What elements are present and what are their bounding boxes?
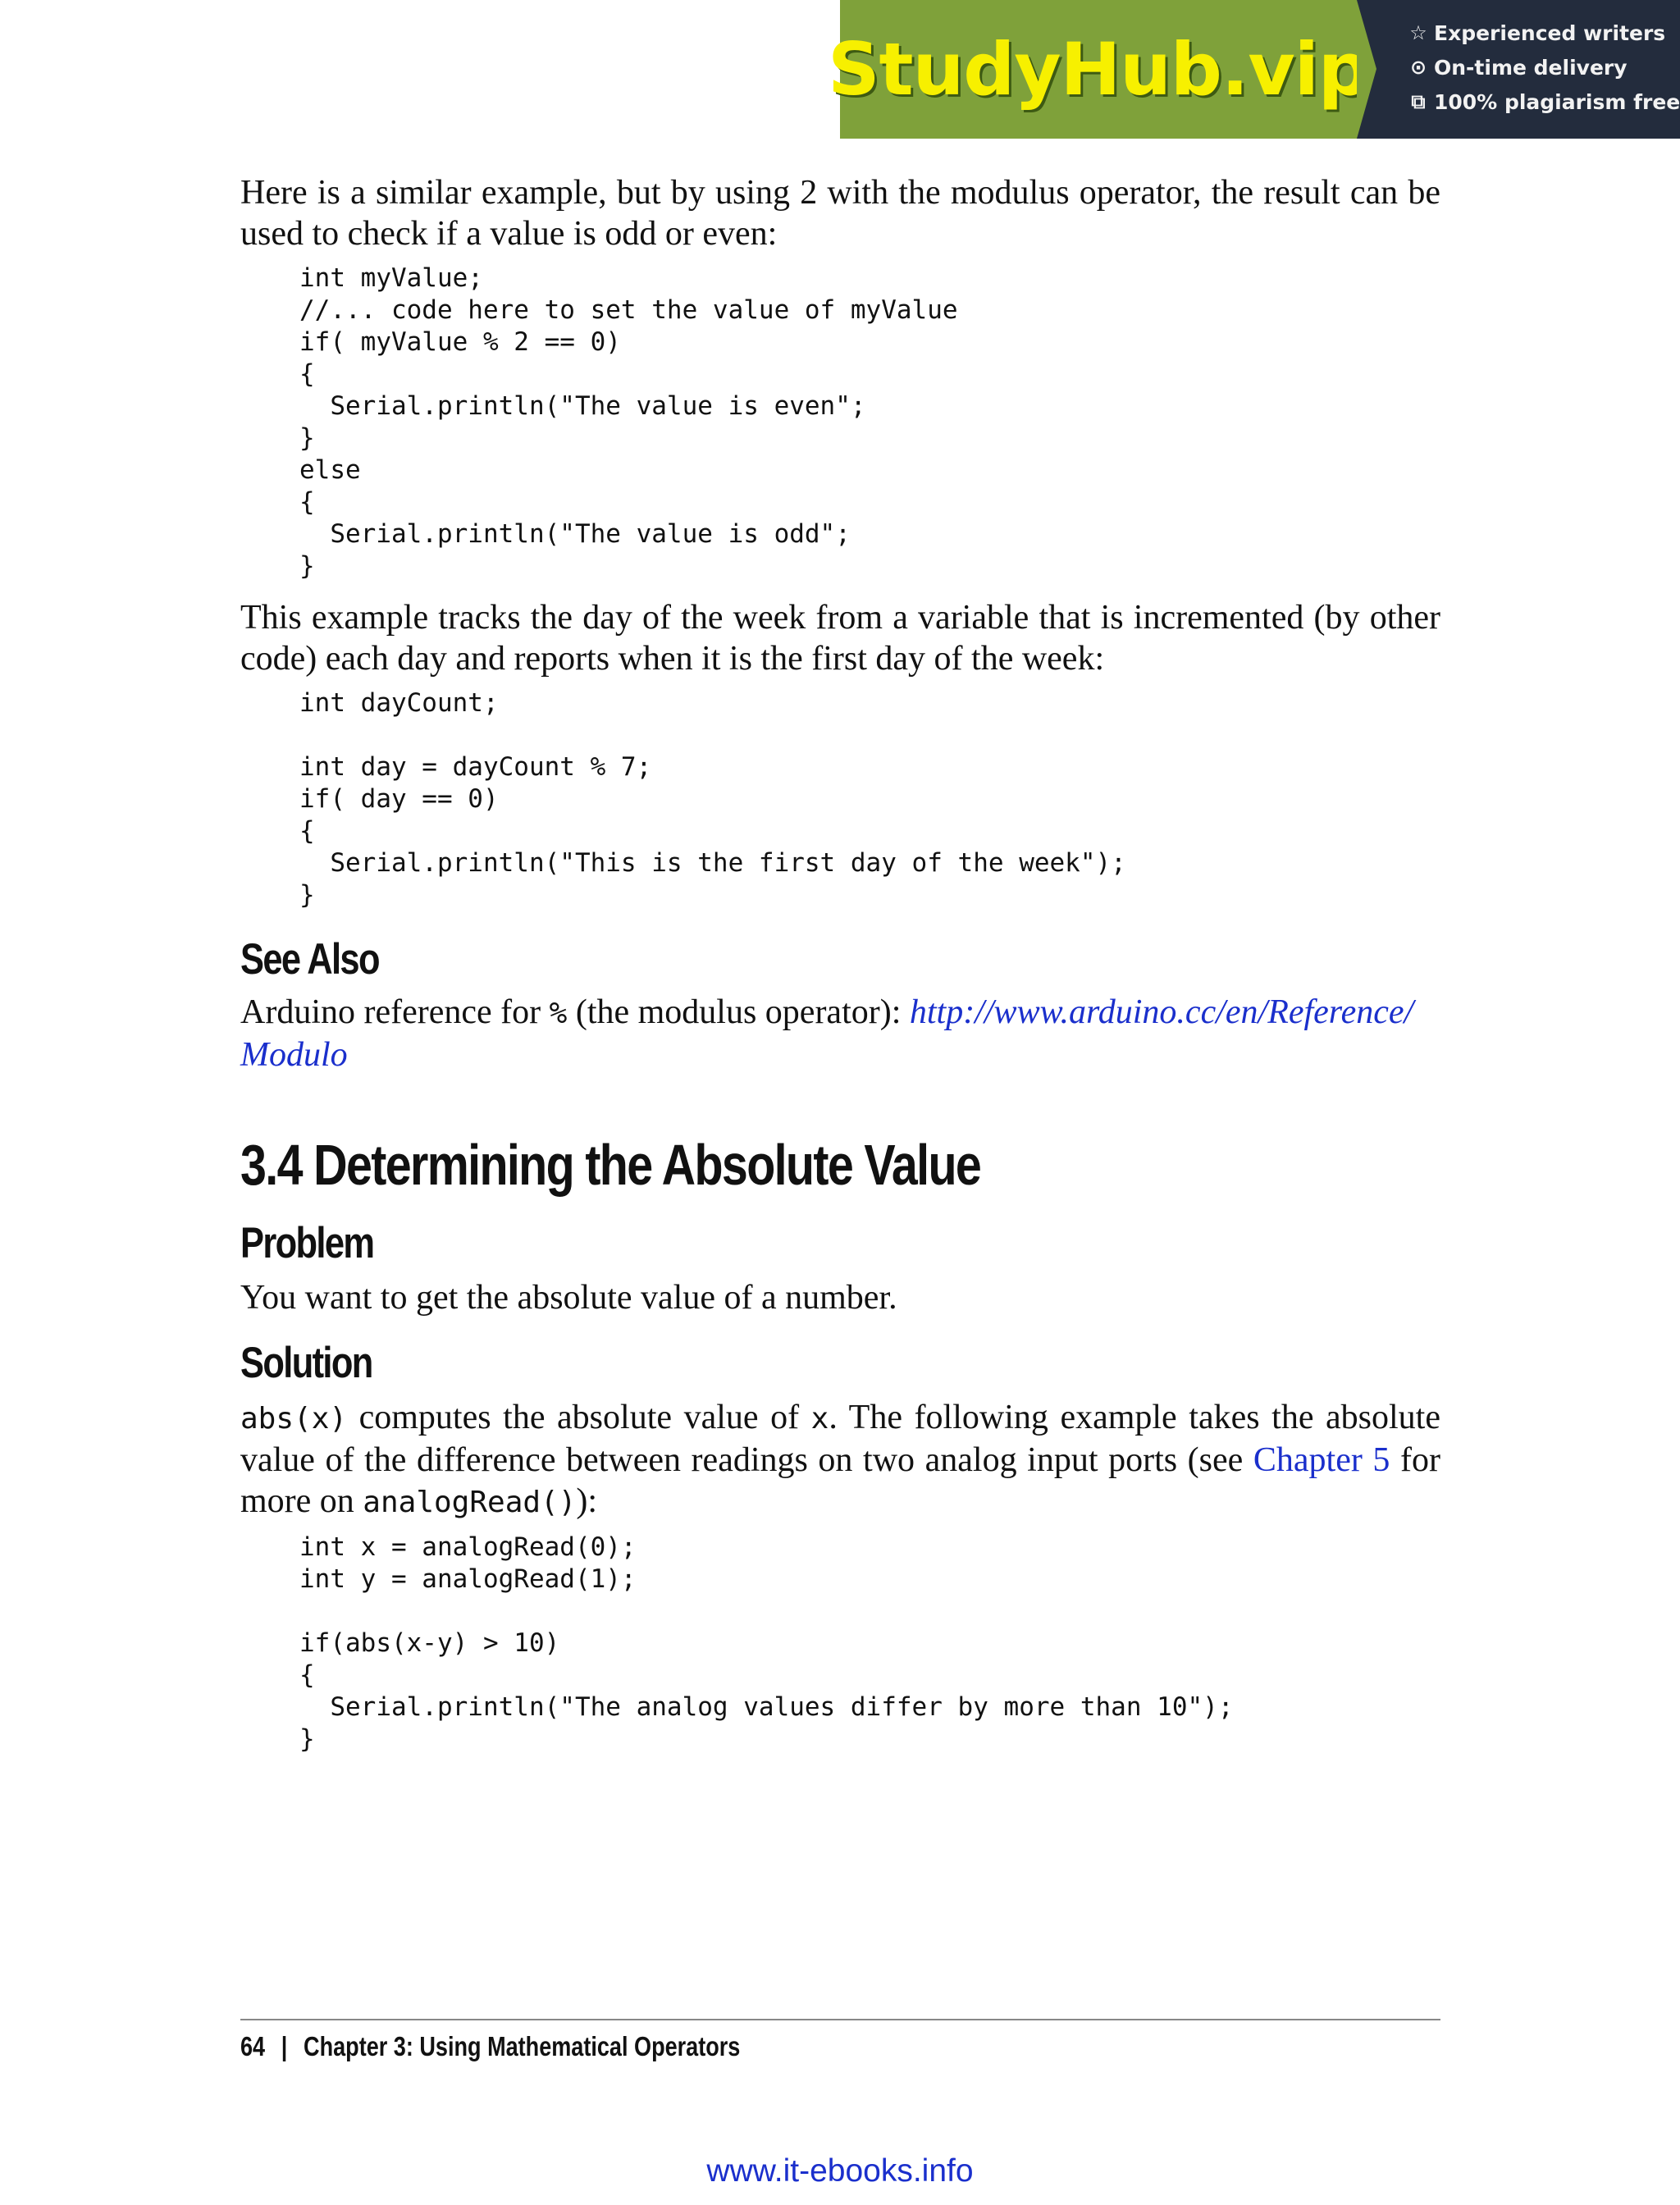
brand-name: StudyHub.vip xyxy=(828,27,1369,112)
feature-label: 100% plagiarism free xyxy=(1434,89,1680,114)
chapter-title: Chapter 3: Using Mathematical Operators xyxy=(304,2031,741,2061)
source-watermark-link[interactable]: www.it-ebooks.info xyxy=(706,2153,974,2189)
solution-text: ): xyxy=(576,1482,598,1520)
studyhub-banner[interactable] xyxy=(828,0,1680,139)
page-number: 64 xyxy=(240,2031,266,2061)
feature-item xyxy=(1408,89,1680,115)
problem-heading: Problem xyxy=(240,1219,374,1267)
modulo-reference-link[interactable]: http://www.arduino.cc/en/Reference/Modulo xyxy=(240,993,1414,1074)
code-block-day-count: int dayCount; int day = dayCount % 7; if( day == 0) { Serial.println("This is the first day of the week"); } xyxy=(299,688,1126,910)
solution-text: . The following example takes the absolute value of the difference between readings on two analog input ports (see xyxy=(240,1399,1440,1479)
feature-list xyxy=(1357,0,1680,139)
brand-logo[interactable] xyxy=(828,0,1369,139)
analogread-code: analogRead() xyxy=(363,1486,577,1519)
section-title: 3.4 Determining the Absolute Value xyxy=(240,1133,981,1197)
star-icon: ☆ xyxy=(1409,21,1427,44)
x-code: x xyxy=(810,1402,829,1436)
page-content xyxy=(240,172,1440,1755)
chapter-5-link[interactable]: Chapter 5 xyxy=(1253,1441,1390,1479)
see-also-text: (the modulus operator): xyxy=(567,993,910,1031)
clock-icon: ⊙ xyxy=(1409,56,1427,79)
feature-item xyxy=(1408,54,1680,80)
feature-label: Experienced writers xyxy=(1434,21,1666,45)
abs-code: abs(x) xyxy=(240,1402,348,1436)
feature-label: On-time delivery xyxy=(1434,55,1628,80)
feature-item xyxy=(1408,20,1680,46)
solution-text: for more on xyxy=(240,1441,1441,1520)
solution-paragraph xyxy=(240,1397,1440,1523)
see-also-heading: See Also xyxy=(240,935,379,984)
problem-text: You want to get the absolute value of a number. xyxy=(240,1279,897,1317)
day-of-week-paragraph: This example tracks the day of the week from a variable that is incremented (by other code) each day and reports when it is the first day of the week: xyxy=(240,599,1440,678)
solution-heading: Solution xyxy=(240,1339,372,1387)
see-also-paragraph xyxy=(240,992,1440,1075)
solution-text: computes the absolute value of xyxy=(347,1399,811,1436)
code-block-abs: int x = analogRead(0); int y = analogRead(1); if(abs(x-y) > 10) { Serial.println("The analog values differ by more than 10"); } xyxy=(299,1532,1234,1754)
code-block-odd-even: int myValue; //... code here to set the value of myValue if( myValue % 2 == 0) { Serial.println("The value is even"; } else { Serial.println("The value is odd"; } xyxy=(299,263,958,581)
see-also-text: Arduino reference for xyxy=(240,993,550,1031)
footer-separator: | xyxy=(281,2031,288,2061)
copy-icon: ⧉ xyxy=(1411,90,1426,113)
modulus-code: % xyxy=(549,997,568,1030)
intro-paragraph: Here is a similar example, but by using 2 with the modulus operator, the result can be used to check if a value is odd or even: xyxy=(240,174,1440,253)
footer-divider xyxy=(240,2019,1440,2020)
page-footer xyxy=(240,2031,740,2062)
